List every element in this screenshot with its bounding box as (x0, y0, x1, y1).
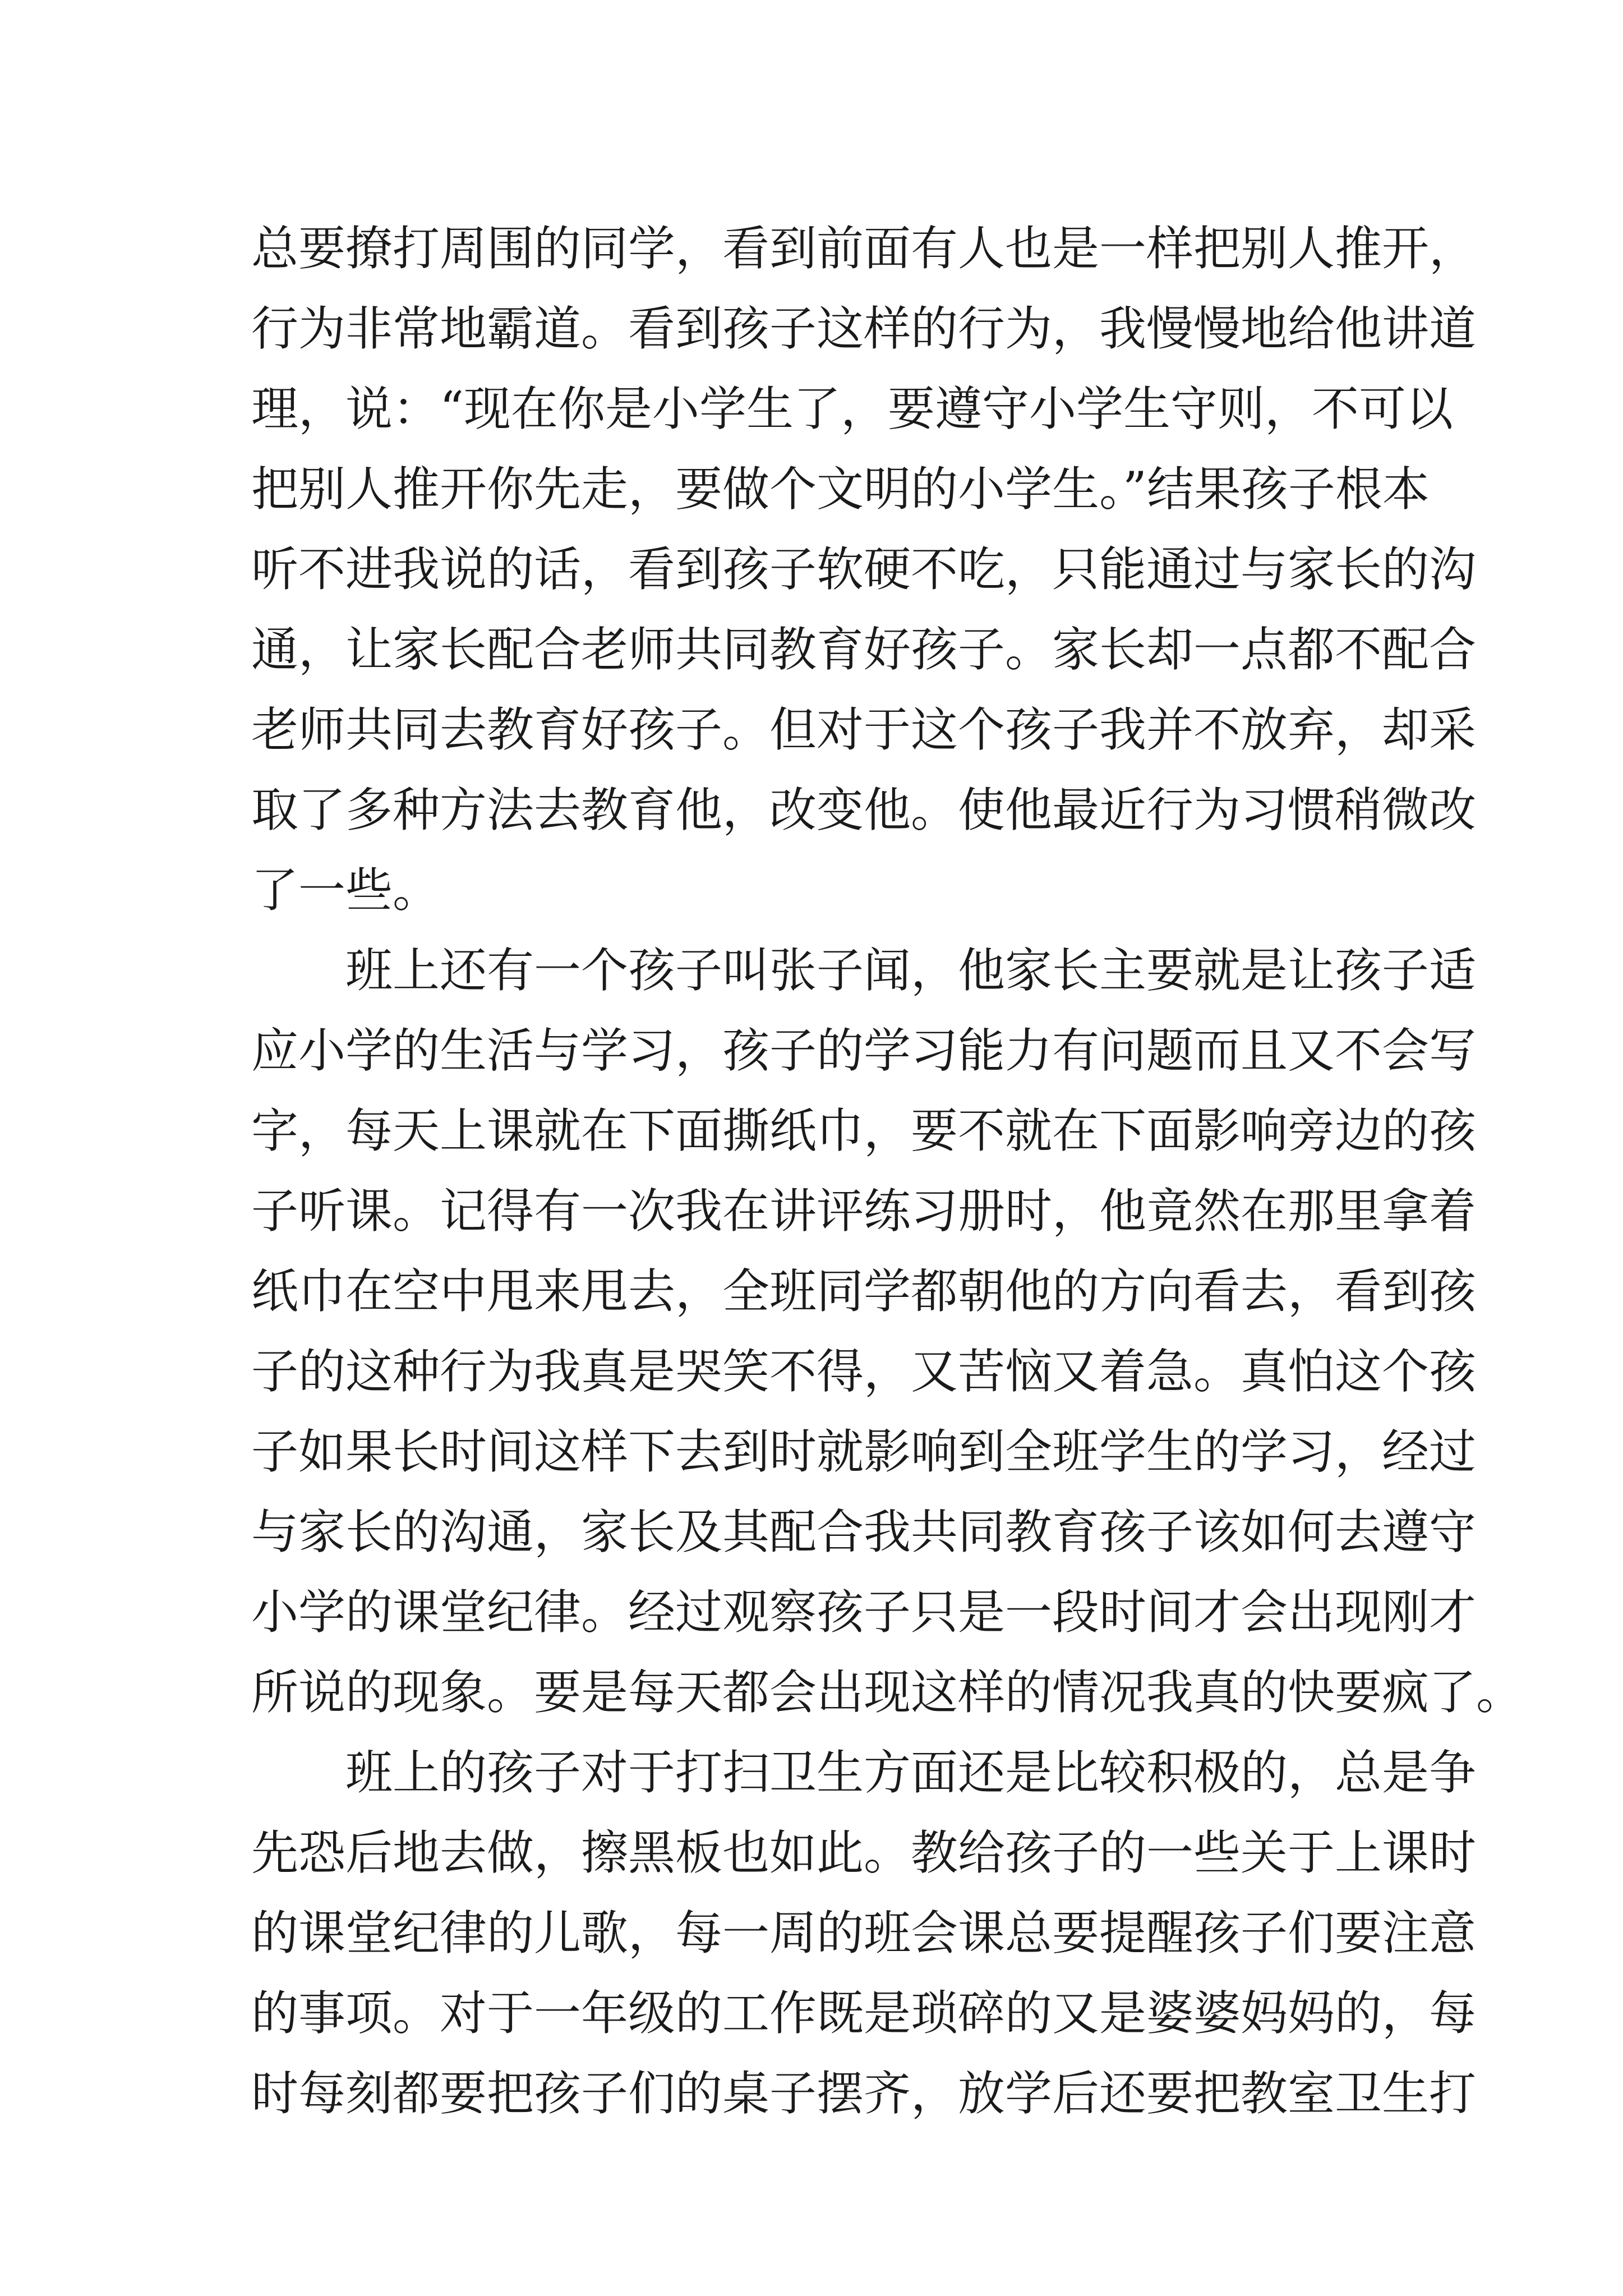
text-line: 子的这种行为我真是哭笑不得，又苦恼又着急。真怕这个孩 (251, 1344, 1477, 1399)
text-line: 与家长的沟通，家长及其配合我共同教育孩子该如何去遵守 (251, 1504, 1477, 1559)
text-line: 行为非常地霸道。看到孩子这样的行为，我慢慢地给他讲道 (251, 301, 1477, 356)
text-line: 应小学的生活与学习，孩子的学习能力有问题而且又不会写 (251, 1023, 1477, 1078)
text-line: 小学的课堂纪律。经过观察孩子只是一段时间才会出现刚才 (251, 1585, 1477, 1640)
text-line: 听不进我说的话，看到孩子软硬不吃，只能通过与家长的沟 (251, 542, 1477, 597)
text-line: 把别人推开你先走，要做个文明的小学生。”结果孩子根本 (251, 462, 1430, 517)
text-line: 时每刻都要把孩子们的桌子摆齐，放学后还要把教室卫生打 (251, 2066, 1477, 2121)
text-line: 所说的现象。要是每天都会出现这样的情况我真的快要疯了。 (251, 1665, 1524, 1720)
text-line: 先恐后地去做，擦黑板也如此。教给孩子的一些关于上课时 (251, 1825, 1477, 1880)
text-line: 的事项。对于一年级的工作既是琐碎的又是婆婆妈妈的，每 (251, 1986, 1477, 2041)
text-line: 总要撩打周围的同学，看到前面有人也是一样把别人推开， (251, 221, 1477, 276)
text-line: 纸巾在空中甩来甩去，全班同学都朝他的方向看去，看到孩 (251, 1264, 1477, 1319)
text-line: 子如果长时间这样下去到时就影响到全班学生的学习，经过 (251, 1424, 1477, 1479)
text-line: 字，每天上课就在下面撕纸巾，要不就在下面影响旁边的孩 (251, 1103, 1477, 1158)
text-line: 了一些。 (251, 863, 440, 918)
paragraph-start-line: 班上的孩子对于打扫卫生方面还是比较积极的，总是争 (345, 1745, 1477, 1800)
text-line: 的课堂纪律的儿歌，每一周的班会课总要提醒孩子们要注意 (251, 1906, 1477, 1961)
text-line: 通，让家长配合老师共同教育好孩子。家长却一点都不配合 (251, 622, 1477, 677)
text-line: 取了多种方法去教育他，改变他。使他最近行为习惯稍微改 (251, 783, 1477, 838)
text-line: 理，说：“现在你是小学生了，要遵守小学生守则，不可以 (251, 381, 1453, 436)
body-text (251, 209, 1524, 2134)
text-line: 老师共同去教育好孩子。但对于这个孩子我并不放弃，却采 (251, 702, 1477, 757)
text-line: 子听课。记得有一次我在讲评练习册时，他竟然在那里拿着 (251, 1184, 1477, 1239)
paragraph-start-line: 班上还有一个孩子叫张子闻，他家长主要就是让孩子适 (345, 943, 1477, 998)
